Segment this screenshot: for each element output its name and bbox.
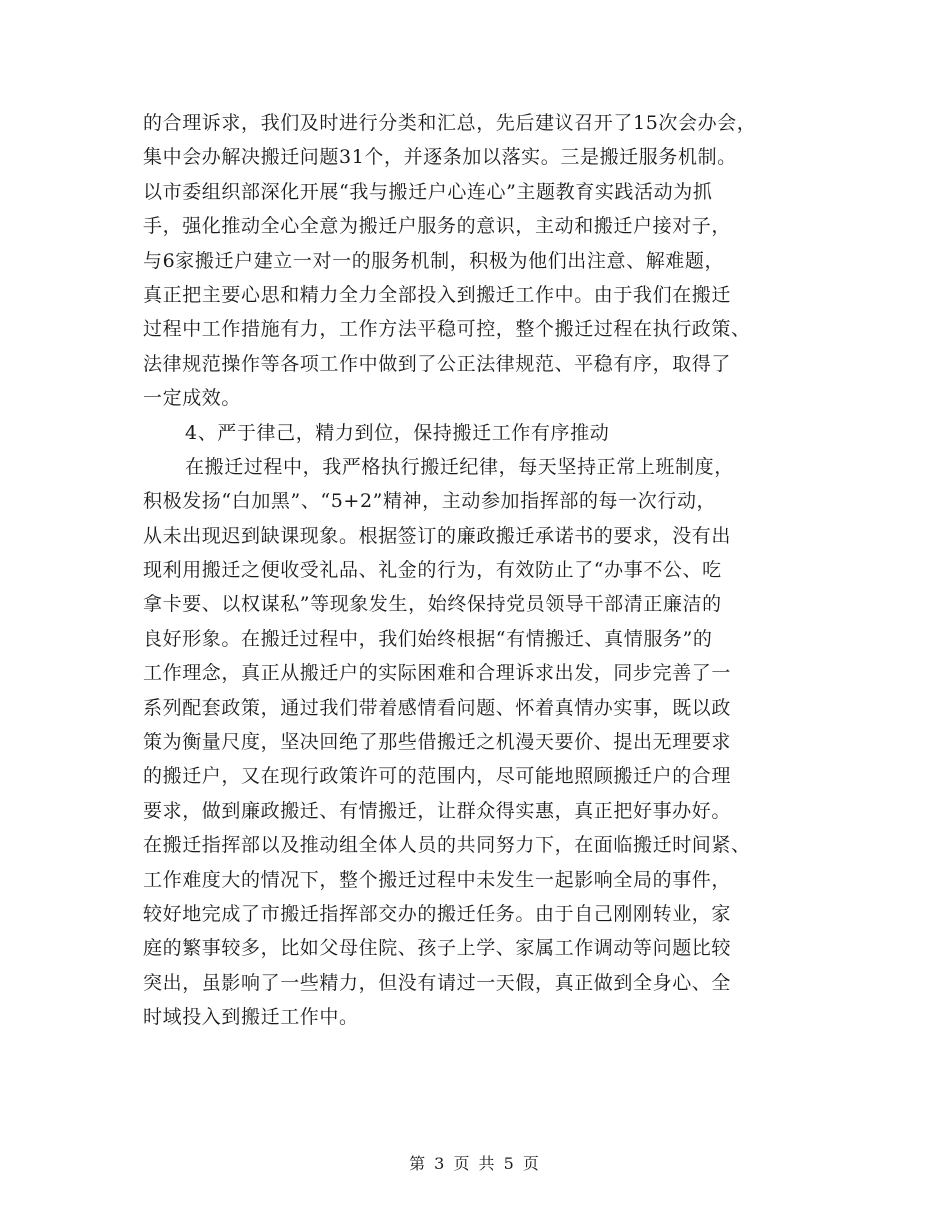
paragraph-start: 在搬迁过程中，我严格执行搬迁纪律，每天坚持正常上班制度， (185, 455, 734, 478)
text-line: 以市委组织部深化开展“我与搬迁户心连心”主题教育实践活动为抓 (143, 180, 713, 203)
text-line: 良好形象。在搬迁过程中，我们始终根据“有情搬迁、真情服务”的 (143, 627, 713, 650)
text-line: 在搬迁指挥部以及推动组全体人员的共同努力下，在面临搬迁时间紧、 (143, 834, 751, 857)
text-line: 现利用搬迁之便收受礼品、礼金的行为，有效防止了“办事不公、吃 (143, 559, 722, 582)
text-line: 从未出现迟到缺课现象。根据签订的廉政搬迁承诺书的要求，没有出 (143, 524, 732, 547)
text-line: 时域投入到搬迁工作中。 (143, 1006, 359, 1029)
text-line: 较好地完成了市搬迁指挥部交办的搬迁任务。由于自己刚刚转业，家 (143, 902, 732, 925)
text-line: 积极发扬“白加黑”、“5+2”精神，主动参加指挥部的每一次行动， (143, 490, 717, 513)
body-text (143, 106, 823, 1035)
text-line: 与6家搬迁户建立一对一的服务机制，积极为他们出注意、解难题， (143, 249, 725, 272)
text-line: 工作难度大的情况下，整个搬迁过程中未发生一起影响全局的事件， (143, 868, 732, 891)
text-line: 策为衡量尺度，坚决回绝了那些借搬迁之机漫天要价、提出无理要求 (143, 731, 732, 754)
text-line: 拿卡要、以权谋私”等现象发生，始终保持党员领导干部清正廉洁的 (143, 593, 722, 616)
text-line: 集中会办解决搬迁问题31个，并逐条加以落实。三是搬迁服务机制。 (143, 146, 737, 169)
page-number: 第 3 页 共 5 页 (409, 1154, 541, 1173)
text-line: 庭的繁事较多，比如父母住院、孩子上学、家属工作调动等问题比较 (143, 937, 732, 960)
text-line: 手，强化推动全心全意为搬迁户服务的意识，主动和搬迁户接对子， (143, 215, 732, 238)
text-line: 要求，做到廉政搬迁、有情搬迁，让群众得实惠，真正把好事办好。 (143, 799, 732, 822)
section-heading: 4、严于律己，精力到位，保持搬迁工作有序推动 (185, 421, 610, 444)
text-line: 真正把主要心思和精力全力全部投入到搬迁工作中。由于我们在搬迁 (143, 283, 732, 306)
text-line: 的合理诉求，我们及时进行分类和汇总，先后建议召开了15次会办会， (143, 112, 757, 134)
text-line: 法律规范操作等各项工作中做到了公正法律规范、平稳有序，取得了 (143, 352, 732, 375)
text-line: 过程中工作措施有力，工作方法平稳可控，整个搬迁过程在执行政策、 (143, 318, 751, 341)
text-line: 工作理念，真正从搬迁户的实际困难和合理诉求出发，同步完善了一 (143, 662, 732, 685)
text-line: 系列配套政策，通过我们带着感情看问题、怀着真情办实事，既以政 (143, 696, 732, 719)
text-line: 一定成效。 (143, 387, 242, 410)
text-line: 的搬迁户，又在现行政策许可的范围内，尽可能地照顾搬迁户的合理 (143, 765, 732, 788)
text-line: 突出，虽影响了一些精力，但没有请过一天假，真正做到全身心、全 (143, 971, 732, 994)
